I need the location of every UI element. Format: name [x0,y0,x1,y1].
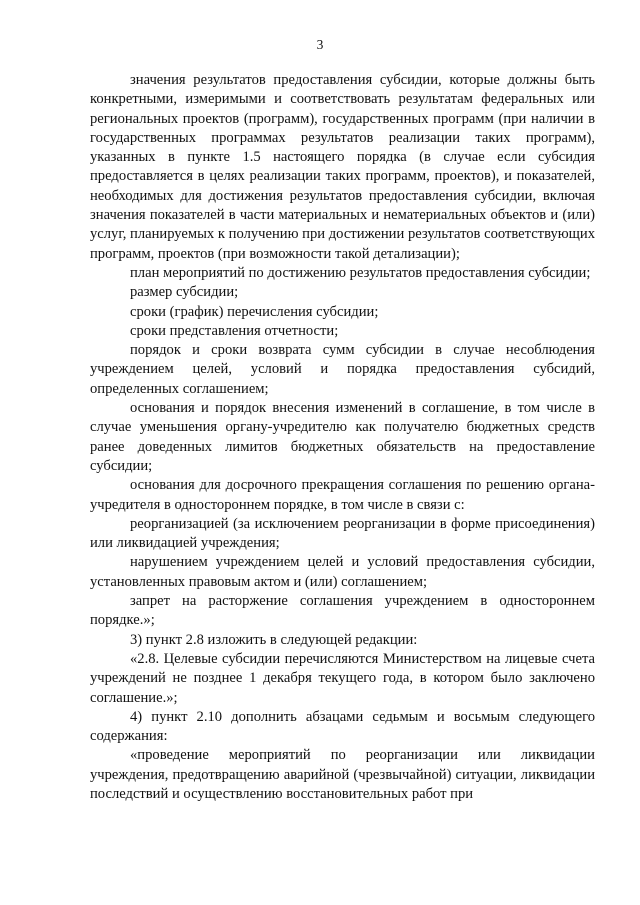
paragraph-reporting-terms: сроки представления отчетности; [130,322,339,339]
paragraph-item-3: 3) пункт 2.8 изложить в следующей редакции: [130,631,418,648]
paragraph-item-4: 4) пункт 2.10 дополнить абзацами седьмым и восьмым следующего содержания: [90,708,595,745]
paragraph-reorganization: реорганизацией (за исключением реорганизации в форме присоединения) или ликвидацией учреждения; [90,515,595,552]
paragraph-amendment-grounds: основания и порядок внесения изменений в соглашение, в том числе в случае уменьшения органу-учредителю как получателю бюджетных средств ранее доведенных лимитов бюджетных обязательств на предоставление субсидии; [90,400,595,474]
paragraph-action-plan: план мероприятий по достижению результатов предоставления субсидии; [130,264,591,281]
paragraph-results-values: значения результатов предоставления субсидии, которые должны быть конкретными, измеримыми и соответствовать результатам федеральных или региональных проектов (программ), государственных программ (при наличии в государственных программах результатов реализации таких программ), указанных в пункте 1.5 настоящего порядка (в случае если субсидия предоставляется в целях реализации таких программ, проектов), и показателей, необходимых для достижения результатов предоставления субсидии, включая значения показателей в части материальных и нематериальных объектов и (или) услуг, планируемых к получению при достижении результатов соответствующих программ, проектов (при возможности такой детализации); [90,72,595,262]
paragraph-transfer-schedule: сроки (график) перечисления субсидии; [130,303,379,320]
paragraph-subsidy-amount: размер субсидии; [130,284,239,301]
paragraph-violation: нарушением учреждением целей и условий предоставления субсидии, установленных правовым актом и (или) соглашением; [90,554,595,590]
paragraph-clause-2-8: «2.8. Целевые субсидии перечисляются Министерством на лицевые счета учреждений не позднее 1 декабря текущего года, в котором было заключено соглашение.»; [90,650,595,706]
document-body [90,71,595,804]
paragraph-refund-procedure: порядок и сроки возврата сумм субсидии в случае несоблюдения учреждением целей, условий и порядка предоставления субсидий, определенных соглашением; [90,342,595,397]
page-number: 3 [316,37,324,52]
paragraph-termination-grounds: основания для досрочного прекращения соглашения по решению органа-учредителя в одностороннем порядке, в том числе в связи с: [90,477,595,513]
paragraph-reorganization-measures: «проведение мероприятий по реорганизации или ликвидации учреждения, предотвращению аварийной (чрезвычайной) ситуации, ликвидации последствий и осуществлению восстановительных работ при [90,747,595,802]
paragraph-termination-ban: запрет на расторжение соглашения учреждением в одностороннем порядке.»; [90,593,595,629]
